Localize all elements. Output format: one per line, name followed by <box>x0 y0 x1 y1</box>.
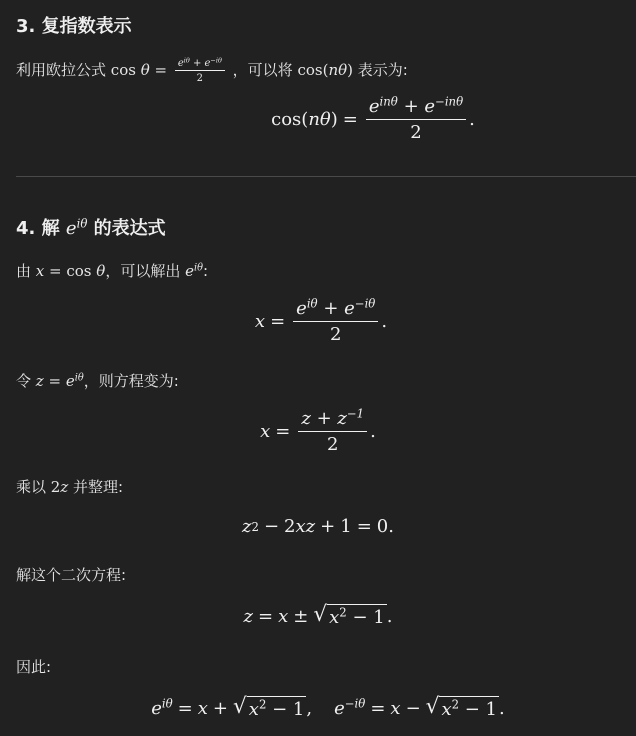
line1-prefix: 由 <box>16 262 32 280</box>
sqrt-expression-plus: √ $x^2 - 1$ <box>233 694 305 720</box>
e-itheta-inline: $e^{i\theta}$ <box>185 262 203 280</box>
section-4-line-4: 解这个二次方程: <box>16 566 127 584</box>
sqrt-expression: √ $x^2 - 1$ <box>313 602 385 628</box>
heading-prefix: 4. 解 <box>16 218 60 239</box>
line3-suffix: 并整理: <box>73 478 124 496</box>
z-def-inline: $z = e^{i\theta}$ <box>35 372 84 390</box>
x-euler-equation: x = $\frac{e^{i\theta} + e^{-i\theta}}{2}$ . <box>254 296 388 345</box>
x-z-equation: x = $\frac{z + z^{-1}}{2}$ . <box>260 406 376 455</box>
cos-ntheta-equation: cos(nθ) = $\frac{e^{in\theta} + e^{-in\theta}}{2}$ . <box>271 94 475 143</box>
line2-prefix: 令 <box>16 372 32 390</box>
section-4-line-1 <box>16 260 208 281</box>
two-z-inline: 2z <box>50 478 69 496</box>
quadratic-solution: z = x ± √ $x^2 - 1$ . <box>243 602 393 628</box>
section-3-heading: 3. 复指数表示 <box>16 16 132 37</box>
heading-formula: $e^{i\theta}$ <box>65 216 88 239</box>
intro-suffix: 表示为: <box>357 61 408 79</box>
cos-ntheta-fraction: $\frac{e^{in\theta} + e^{-in\theta}}{2}$ <box>366 96 466 143</box>
x-cos-inline: x = cos θ <box>35 262 106 280</box>
sqrt-expression-minus: √ $x^2 - 1$ <box>425 694 498 720</box>
cos-ntheta-inline: cos(nθ) <box>297 61 353 79</box>
x-euler-fraction: $\frac{e^{i\theta} + e^{-i\theta}}{2}$ <box>293 298 378 345</box>
section-4-heading <box>16 214 166 240</box>
line2-suffix: ，则方程变为: <box>83 372 179 390</box>
intro-mid: ，可以将 <box>232 61 293 79</box>
quadratic-equation: z 2 − 2 xz + 1 = 0. <box>242 516 394 537</box>
section-4-line-5: 因此: <box>16 658 52 676</box>
x-z-fraction: $\frac{z + z^{-1}}{2}$ <box>298 408 367 455</box>
intro-prefix: 利用欧拉公式 <box>16 61 107 79</box>
section-4-line-3 <box>16 476 123 497</box>
section-3-intro <box>16 58 408 84</box>
euler-formula-inline: cos θ = $\frac{e^{i\theta} + e^{-i\theta}}{2}$ <box>111 61 233 79</box>
section-4-line-2 <box>16 370 179 391</box>
line1-suffix: : <box>203 262 209 280</box>
euler-fraction-small: $\frac{e^{i\theta} + e^{-i\theta}}{2}$ <box>175 58 225 84</box>
heading-suffix: 的表达式 <box>93 218 166 239</box>
final-result-equation: $e^{i\theta}$ = x + √ $x^2 - 1$ , $e^{-i\theta}$ = x − √ $x^2 - 1$ . <box>151 694 505 720</box>
line3-prefix: 乘以 <box>16 478 47 496</box>
line1-mid: ，可以解出 <box>105 262 181 280</box>
section-divider <box>16 176 636 177</box>
